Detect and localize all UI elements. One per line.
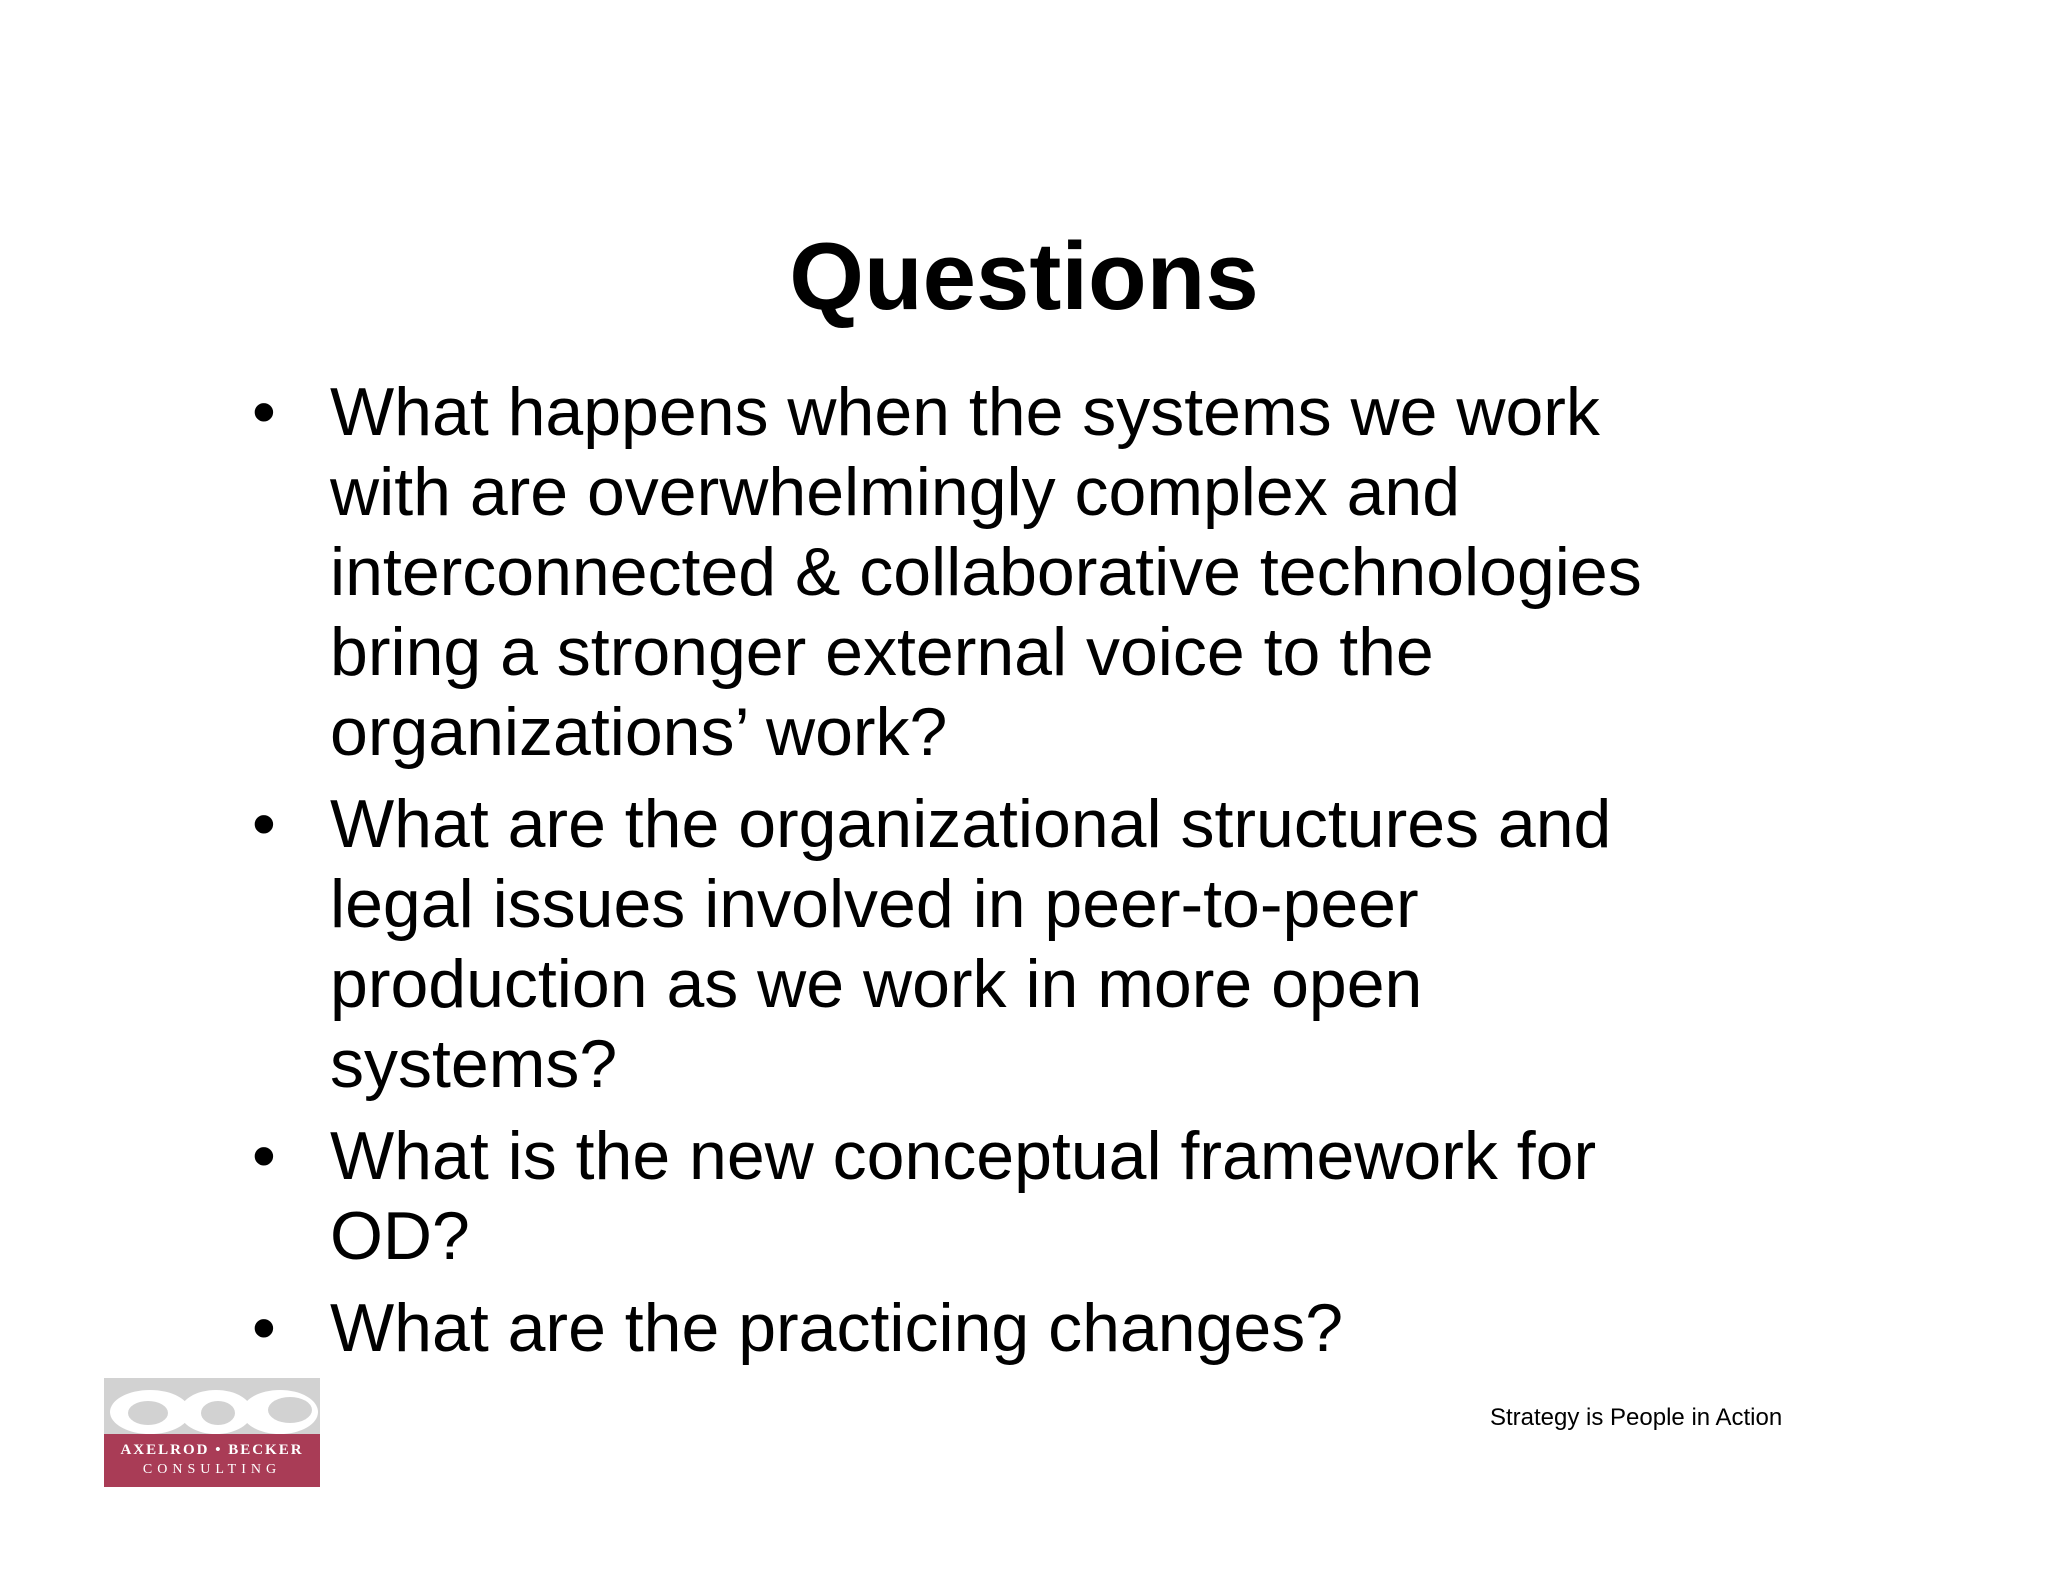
logo-letters-svg — [104, 1378, 320, 1434]
logo-letters — [104, 1378, 320, 1434]
bullet-dot: • — [252, 786, 276, 862]
logo-line-2: CONSULTING — [142, 1462, 282, 1477]
bullet-text: What are the organizational structures and legal issues involved in peer-to-peer production as we work in more open systems? — [330, 786, 1612, 1102]
bullet-dot: • — [252, 1290, 276, 1366]
bullet-item — [252, 1116, 1752, 1276]
logo-line-1: AXELROD • BECKER — [120, 1442, 304, 1458]
bullet-dot: • — [252, 374, 276, 450]
footer-tagline: Strategy is People in Action — [1490, 1404, 1783, 1431]
slide-title: Questions — [789, 223, 1259, 330]
bullet-text: What is the new conceptual framework for OD? — [330, 1118, 1597, 1274]
bullet-item — [252, 372, 1752, 772]
bullet-dot: • — [252, 1118, 276, 1194]
abc-logo-icon — [104, 1378, 320, 1487]
bullet-list — [252, 372, 1752, 1380]
bullet-item — [252, 1288, 1752, 1368]
bullet-item — [252, 784, 1752, 1104]
bullet-text: What are the practicing changes? — [330, 1290, 1344, 1366]
logo-band — [104, 1434, 320, 1487]
bullet-text: What happens when the systems we work with are overwhelmingly complex and interconnected & collaborative technologies bring a stronger external voice to the organizations’ work? — [330, 374, 1642, 770]
